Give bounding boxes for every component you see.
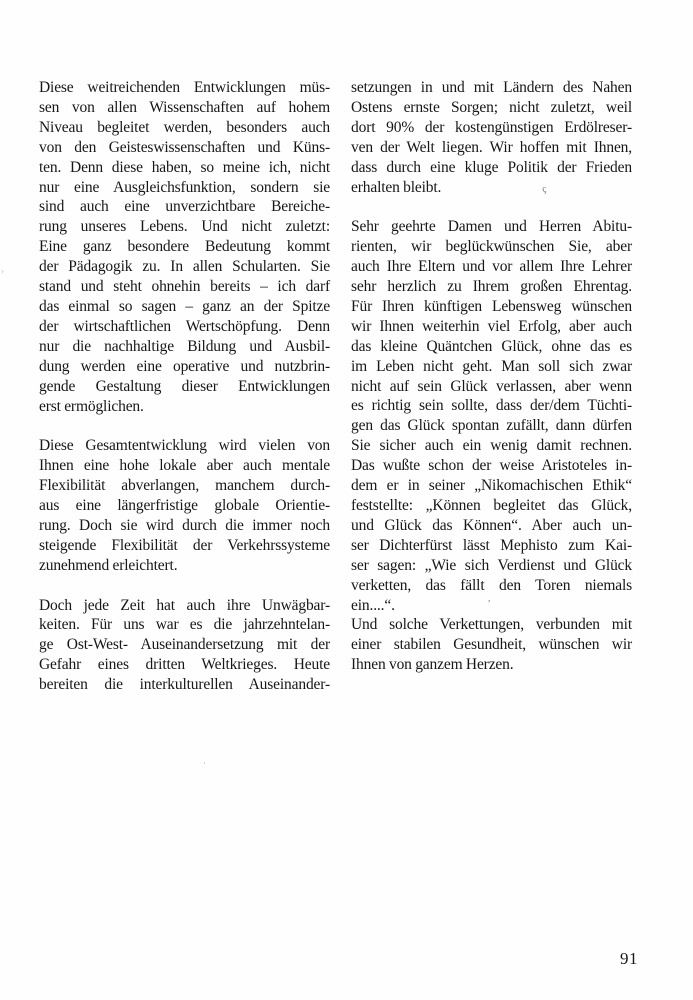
text-line: dass durch eine kluge Politik der Frieden: [351, 158, 632, 176]
text-line: bereiten die interkulturellen Auseinander-: [39, 676, 330, 694]
text-line: der wirtschaftlichen Wertschöpfung. Denn: [39, 317, 330, 335]
text-line: Das wußte schon der weise Aristoteles in-: [351, 457, 632, 475]
text-line: nur eine Ausgleichsfunktion, sondern sie: [39, 178, 330, 196]
text-line: rung unseres Lebens. Und nicht zuletzt:: [39, 218, 330, 236]
text-line: im Leben nicht geht. Man soll sich zwar: [351, 357, 632, 375]
text-line: nicht auf sein Glück verlassen, aber wenn: [351, 377, 632, 395]
text-line: Doch jede Zeit hat auch ihre Unwägbar-: [39, 596, 330, 614]
text-line: rienten, wir beglückwünschen Sie, aber: [351, 238, 632, 256]
paragraph: [351, 78, 632, 197]
text-line: zunehmend erleichtert.: [39, 556, 178, 574]
text-line: steigende Flexibilität der Verkehrssysteme: [39, 536, 330, 554]
text-column-left: [39, 78, 330, 695]
scan-speck: ,: [488, 593, 491, 603]
text-line: Ihnen eine hohe lokale aber auch mentale: [39, 457, 330, 475]
text-line: das kleine Quäntchen Glück, ohne das es: [351, 337, 632, 355]
text-line: ten. Denn diese haben, so meine ich, nicht: [39, 158, 330, 176]
text-line: aus eine längerfristige globale Orientie-: [39, 497, 330, 515]
text-line: Sehr geehrte Damen und Herren Abitu-: [351, 218, 632, 236]
text-line: nur die nachhaltige Bildung und Ausbil-: [39, 337, 330, 355]
text-line: Gefahr eines dritten Weltkrieges. Heute: [39, 656, 330, 674]
text-line: einer stabilen Gesundheit, wünschen wir: [351, 636, 632, 654]
text-line: Niveau begleitet werden, besonders auch: [39, 118, 330, 136]
scan-speck: ›: [1, 266, 4, 276]
text-line: und Glück das Können“. Aber auch un-: [351, 516, 632, 534]
text-line: Flexibilität abverlangen, manchem durch-: [39, 477, 330, 495]
text-column-right: [351, 78, 632, 675]
text-line: Diese weitreichenden Entwicklungen müs-: [39, 79, 330, 96]
text-line: Ostens ernste Sorgen; nicht zuletzt, weil: [351, 98, 632, 116]
text-line: erhalten bleibt.: [351, 178, 442, 196]
text-line: ven der Welt liegen. Wir hoffen mit Ihnen,: [351, 138, 632, 156]
text-line: erst ermöglichen.: [39, 397, 144, 415]
text-line: Ihnen von ganzem Herzen.: [351, 656, 514, 674]
text-line: wir Ihnen weiterhin viel Erfolg, aber auch: [351, 317, 632, 335]
scan-speck: ç: [541, 183, 548, 195]
paragraph: [351, 615, 632, 675]
text-line: ser Dichterfürst lässt Mephisto zum Kai-: [351, 536, 632, 554]
scan-speck: ·: [203, 758, 206, 768]
page-number: 91: [620, 949, 638, 968]
paragraph: [351, 217, 632, 615]
paragraph: [39, 78, 330, 416]
text-line: stand und steht ohnehin bereits – ich darf: [39, 278, 330, 296]
text-line: dort 90% der kostengünstigen Erdölreser-: [351, 118, 632, 136]
text-line: Und solche Verkettungen, verbunden mit: [351, 616, 632, 634]
text-line: keiten. Für uns war es die jahrzehntelan-: [39, 616, 330, 634]
text-line: dem er in seiner „Nikomachischen Ethik“: [351, 477, 632, 495]
text-line: dung werden eine operative und nutzbrin-: [39, 357, 330, 375]
text-line: ge Ost-West- Auseinandersetzung mit der: [39, 636, 330, 654]
text-line: Diese Gesamtentwicklung wird vielen von: [39, 437, 330, 455]
text-line: es richtig sein sollte, dass der/dem Tüchti-: [351, 397, 632, 415]
text-line: ein....“.: [351, 596, 395, 614]
text-line: sen von allen Wissenschaften auf hohem: [39, 98, 330, 116]
text-line: Eine ganz besondere Bedeutung kommt: [39, 238, 330, 256]
text-line: Für Ihren künftigen Lebensweg wünschen: [351, 297, 632, 315]
paragraph: [39, 596, 330, 696]
text-line: ser sagen: „Wie sich Verdienst und Glück: [351, 556, 632, 574]
text-line: gende Gestaltung dieser Entwicklungen: [39, 377, 330, 395]
text-line: verketten, das fällt den Toren niemals: [351, 576, 632, 594]
text-line: Sie sicher auch ein wenig damit rechnen.: [351, 437, 632, 455]
text-line: rung. Doch sie wird durch die immer noch: [39, 516, 330, 534]
text-line: das einmal so sagen – ganz an der Spitze: [39, 297, 330, 315]
text-line: feststellte: „Können begleitet das Glück,: [351, 497, 632, 515]
text-line: der Pädagogik zu. In allen Schularten. Sie: [39, 258, 330, 276]
text-line: auch Ihre Eltern und vor allem Ihre Lehrer: [351, 258, 632, 276]
text-line: sehr herzlich zu Ihrem großen Ehrentag.: [351, 278, 632, 296]
text-line: gen das Glück spontan zufällt, dann dürfen: [351, 417, 632, 435]
text-line: sind auch eine unverzichtbare Bereiche-: [39, 198, 330, 216]
text-line: setzungen in und mit Ländern des Nahen: [351, 79, 632, 96]
paragraph: [39, 436, 330, 575]
text-line: von den Geisteswissenschaften und Küns-: [39, 138, 330, 156]
